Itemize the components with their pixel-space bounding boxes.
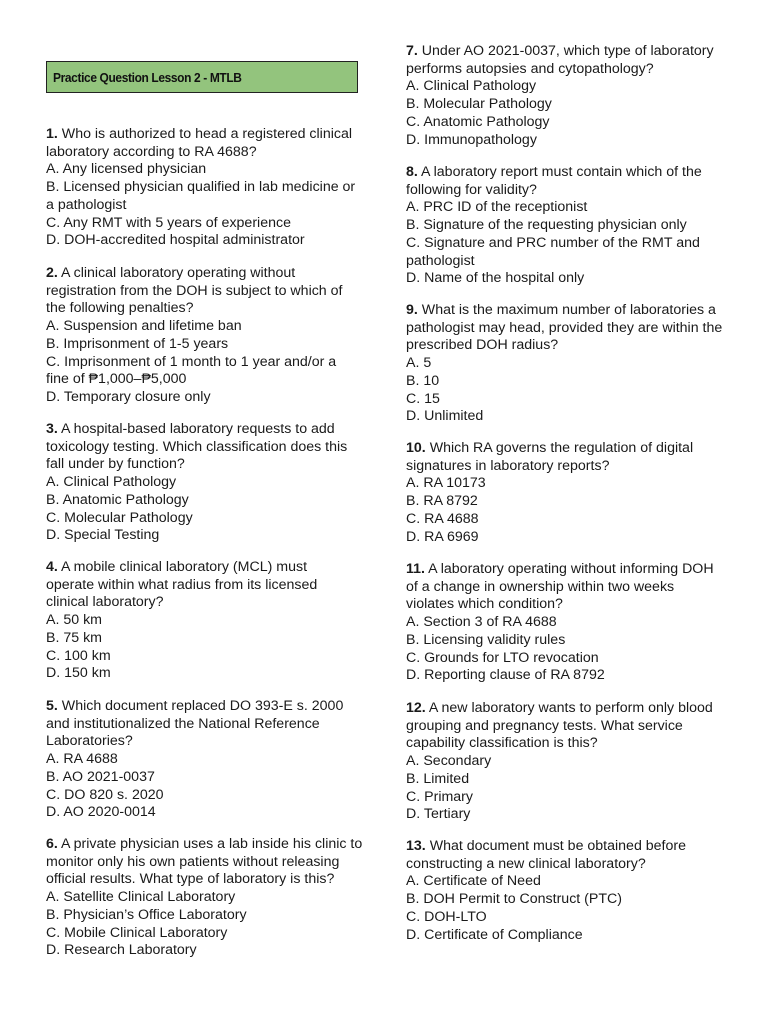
question-stem: 10. Which RA governs the regulation of digital signatures in laboratory reports? [406, 440, 694, 474]
question-12 [406, 700, 726, 824]
option-b: B. 10 [406, 372, 440, 389]
option-a: A. RA 10173 [406, 475, 486, 492]
option-a: A. Certificate of Need [406, 873, 541, 890]
question-stem: 9. What is the maximum number of laboratories a pathologist may head, provided they are within the prescribed DOH radius? [406, 302, 723, 354]
question-4 [46, 559, 336, 683]
question-stem: 13. What document must be obtained before constructing a new clinical laboratory? [406, 838, 687, 872]
option-c: C. DO 820 s. 2020 [46, 786, 164, 803]
option-b: B. Limited [406, 770, 470, 787]
option-a: A. Satellite Clinical Laboratory [46, 889, 236, 906]
question-stem: 3. A hospital-based laboratory requests to add toxicology testing. Which classification does this fall under by function? [46, 421, 348, 473]
question-7 [406, 43, 726, 149]
question-stem: 8. A laboratory report must contain which of the following for validity? [406, 164, 702, 198]
question-stem: 5. Which document replaced DO 393-E s. 2000 and institutionalized the National Reference Laboratories? [46, 698, 344, 750]
question-stem: 12. A new laboratory wants to perform only blood grouping and pregnancy tests. What service capability classification is this? [406, 700, 713, 752]
option-c: C. DOH-LTO [406, 908, 487, 925]
question-stem: 6. A private physician uses a lab inside his clinic to monitor only his own patients without releasing official results. What type of laboratory is this? [46, 836, 363, 888]
option-c: C. Mobile Clinical Laboratory [46, 924, 228, 941]
option-d: D. AO 2020-0014 [46, 804, 156, 821]
option-d: D. Special Testing [46, 527, 160, 544]
option-d: D. Immunopathology [406, 131, 537, 148]
option-b: B. 75 km [46, 629, 102, 646]
option-d: D. Unlimited [406, 408, 484, 425]
option-b: B. DOH Permit to Construct (PTC) [406, 891, 622, 908]
option-a: A. Section 3 of RA 4688 [406, 614, 557, 631]
option-c: C. Molecular Pathology [46, 509, 193, 526]
option-d: D. 150 km [46, 665, 111, 682]
question-13 [406, 838, 706, 944]
option-b: B. Licensed physician qualified in lab medicine or a pathologist [46, 179, 356, 213]
question-11 [406, 561, 726, 685]
option-c: C. Primary [406, 788, 473, 805]
option-a: A. RA 4688 [46, 751, 118, 768]
option-b: B. RA 8792 [406, 493, 478, 510]
option-c: C. Imprisonment of 1 month to 1 year and/or a fine of ₱1,000–₱5,000 [46, 353, 337, 388]
option-d: D. DOH-accredited hospital administrator [46, 232, 305, 249]
question-2 [46, 265, 356, 407]
question-stem: 2. A clinical laboratory operating without registration from the DOH is subject to which of the following penalties? [46, 265, 343, 317]
option-d: D. Name of the hospital only [406, 270, 585, 287]
option-c: C. 15 [406, 390, 440, 407]
option-d: D. Tertiary [406, 806, 471, 823]
question-5 [46, 698, 356, 822]
option-b: B. AO 2021-0037 [46, 768, 155, 785]
option-a: A. Any licensed physician [46, 161, 207, 178]
option-b: B. Physician’s Office Laboratory [46, 906, 247, 923]
document-title: Practice Question Lesson 2 - MTLB [53, 69, 242, 85]
question-stem: 11. A laboratory operating without informing DOH of a change in ownership within two weeks violates which condition? [406, 561, 714, 613]
document-title-box [46, 61, 358, 93]
option-b: B. Licensing validity rules [406, 631, 566, 648]
option-a: A. 50 km [46, 612, 102, 629]
option-a: A. Suspension and lifetime ban [46, 318, 242, 335]
option-b: B. Molecular Pathology [406, 96, 552, 113]
option-d: D. Certificate of Compliance [406, 926, 583, 943]
question-stem: 4. A mobile clinical laboratory (MCL) must operate within what radius from its licensed clinical laboratory? [46, 559, 318, 611]
option-b: B. Imprisonment of 1-5 years [46, 335, 229, 352]
option-c: C. Anatomic Pathology [406, 113, 550, 130]
option-d: D. Temporary closure only [46, 388, 211, 405]
option-c: C. Any RMT with 5 years of experience [46, 214, 291, 231]
option-c: C. Grounds for LTO revocation [406, 649, 599, 666]
question-3 [46, 421, 356, 545]
option-b: B. Signature of the requesting physician only [406, 217, 687, 234]
option-a: A. Secondary [406, 753, 492, 770]
option-a: A. PRC ID of the receptionist [406, 199, 588, 216]
option-c: C. 100 km [46, 647, 111, 664]
option-c: C. RA 4688 [406, 510, 479, 527]
question-6 [46, 836, 366, 960]
option-b: B. Anatomic Pathology [46, 491, 189, 508]
option-d: D. RA 6969 [406, 528, 479, 545]
question-stem: 7. Under AO 2021-0037, which type of laboratory performs autopsies and cytopathology? [406, 43, 714, 77]
option-d: D. Reporting clause of RA 8792 [406, 667, 605, 684]
question-10 [406, 440, 706, 546]
option-a: A. Clinical Pathology [406, 78, 537, 95]
option-a: A. 5 [406, 355, 432, 372]
question-8 [406, 164, 714, 288]
option-a: A. Clinical Pathology [46, 474, 177, 491]
question-stem: 1. Who is authorized to head a registered clinical laboratory according to RA 4688? [46, 126, 353, 160]
option-c: C. Signature and PRC number of the RMT and pathologist [406, 234, 700, 269]
question-1 [46, 126, 366, 250]
question-9 [406, 302, 728, 426]
option-d: D. Research Laboratory [46, 942, 197, 959]
